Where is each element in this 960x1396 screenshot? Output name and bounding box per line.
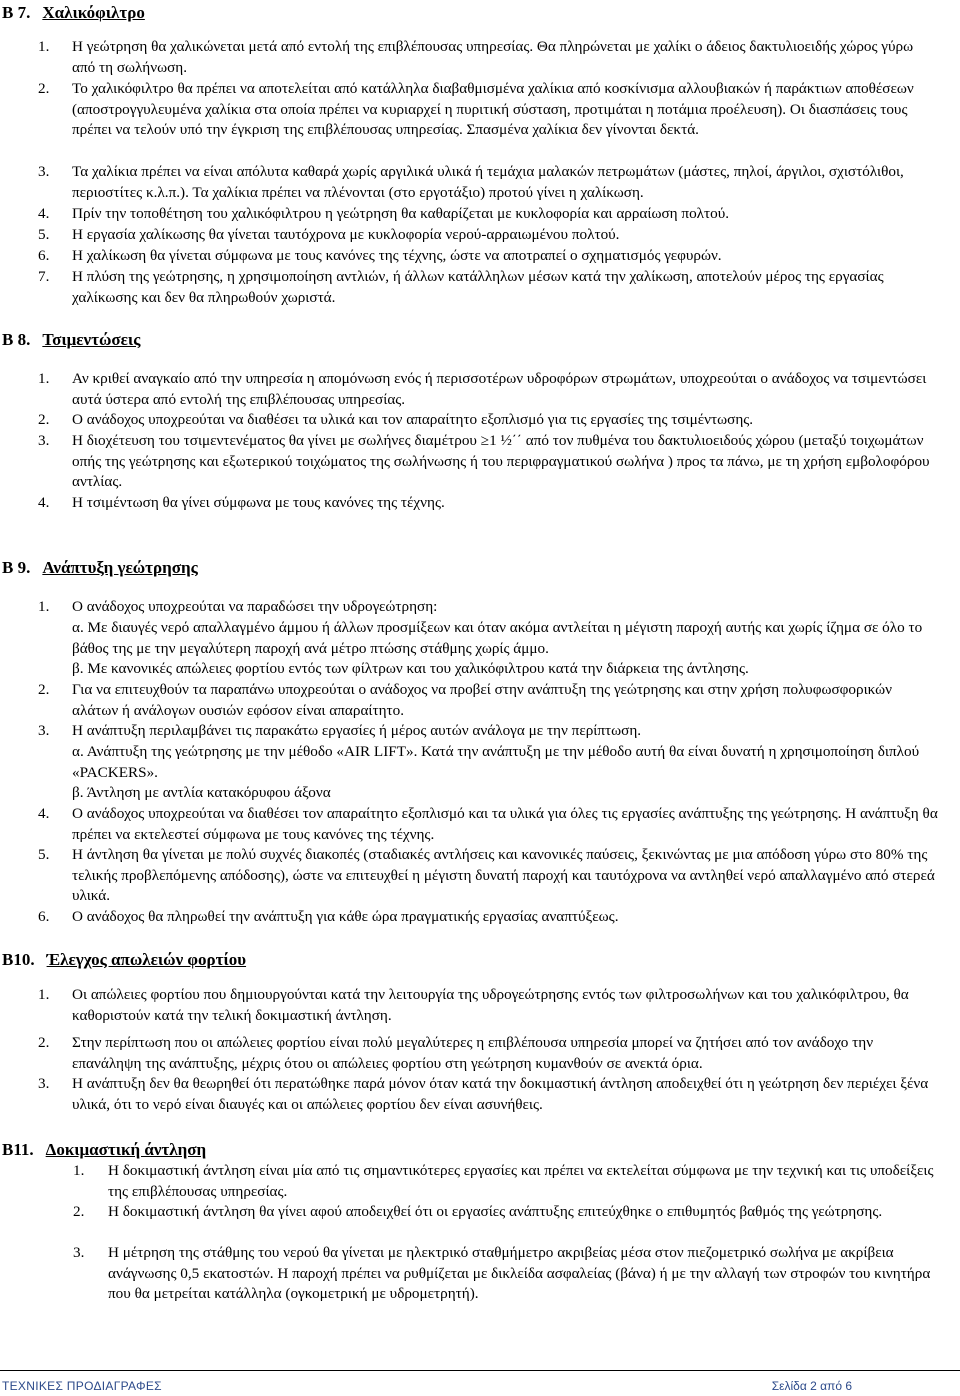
item-text: Πρίν την τοποθέτηση του χαλικόφιλτρου η γεώτρηση θα καθαρίζεται με κυκλοφορία και αρραίωση πολτού.	[72, 205, 730, 222]
list-item	[38, 204, 940, 225]
item-number: 4.	[38, 805, 50, 822]
item-text: Ο ανάδοχος θα πληρωθεί την ανάπτυξη για κάθε ώρα πραγματικής εργασίας αναπτύξεως.	[72, 908, 619, 925]
item-number: 6.	[38, 908, 50, 925]
list-item	[38, 804, 940, 846]
footer-doc-title: ΤΕΧΝΙΚΕΣ ΠΡΟΔΙΑΓΡΑΦΕΣ	[2, 1379, 162, 1393]
section-name: Τσιμεντώσεις	[42, 330, 141, 349]
section-title-b9	[2, 558, 198, 578]
item-text: Αν κριθεί αναγκαίο από την υπηρεσία η απομόνωση ενός ή περισσοτέρων υδροφόρων στρωμάτων, υποχρεούται ο ανάδοχος να τσιμεντώσει αυτά ύστερα από εντολή της επιβλέπουσας υπηρεσίας.	[72, 370, 927, 408]
item-number: 3.	[38, 432, 50, 449]
item-text: Ο ανάδοχος υποχρεούται να διαθέσει τον απαραίτητο εξοπλισμό και τα υλικά για όλες τις εργασίες ανάπτυξης της γεώτρησης. Η ανάπτυξη θα πρέπει να εκτελεστεί σύμφωνα με τους κανόνες της τέχνης.	[72, 805, 938, 843]
item-number: 6.	[38, 247, 50, 264]
item-number: 2.	[38, 80, 50, 97]
list-item	[38, 225, 940, 246]
item-text: Η ανάπτυξη δεν θα θεωρηθεί ότι περατώθηκε παρά μόνον όταν κατά την δοκιμαστική άντληση αποδειχθεί ότι η γεώτρηση δεν περιέχει ξένα υλικά, ότι το νερό είναι διαυγές και οι απώλειες φορτίου δεν είναι ασυνήθεις.	[72, 1075, 929, 1113]
item-number: 2.	[38, 681, 50, 698]
item-number: 1.	[38, 598, 50, 615]
item-text: Για να επιτευχθούν τα παραπάνω υποχρεούται ο ανάδοχος να προβεί στην ανάπτυξη της γεώτρησης και στην χρήση πολυφωσφορικών αλάτων ή ανάλογων ουσιών εφόσον είναι απαραίτητο.	[72, 681, 893, 719]
section-number: Β11.	[2, 1140, 34, 1159]
item-text: Τα χαλίκια πρέπει να είναι απόλυτα καθαρά χωρίς αργιλικά υλικά ή τεμάχια μαλακών πετρωμάτων (μάστες, πηλοί, άργιλοι, σχιστόλιθοι, περιοστίτες κ.λ.π.). Τα χαλίκια πρέπει να πλένονται (στο εργοτάξιο) προτού γίνει η χαλίκωση.	[72, 163, 904, 201]
item-text: Η μέτρηση της στάθμης του νερού θα γίνεται με ηλεκτρικό σταθμήμετρο ακριβείας μέσα στον πιεζομετρικό σωλήνα με ακρίβεια ανάγνωσης 0,5 εκατοστών. Η παροχή πρέπει να ρυθμίζεται με δικλείδα ασφαλείας (βάνα) ή με την αλλαγή των στροφών του κινητήρα που θα μετρείται κατάλληλα (ογκομετρική με υδρομετρητή).	[108, 1244, 931, 1303]
list-item	[38, 845, 940, 908]
item-text: Οι απώλειες φορτίου που δημιουργούνται κατά την λειτουργία της υδρογεώτρησης εντός των φιλτροσωλήνων και του χαλικόφιλτρου, θα καθοριστούν κατά την τελική δοκιμαστική άντληση.	[72, 986, 909, 1024]
list-item	[38, 246, 940, 267]
item-text: Το χαλικόφιλτρο θα πρέπει να αποτελείται από κατάλληλα διαβαθμισμένα χαλίκια από κοσκίνισμα αλλουβιακών ή παράκτιων αποθέσεων (αποστρογγυλευμένα χαλίκια στα οποία πρέπει να κυριαρχεί η πυριτική σύσταση, προτιμάται η ποτάμια προέλευση). Οι διασπάσεις τους πρέπει να τελούν υπό την έγκριση της επιβλέπουσας υπηρεσίας. Σπασμένα χαλίκια δεν γίνονται δεκτά.	[72, 80, 914, 139]
section-number: Β 7.	[2, 3, 31, 22]
item-text: Ο ανάδοχος υποχρεούται να διαθέσει τα υλικά και τον απαραίτητο εξοπλισμό για τις εργασίες της τσιμέντωσης.	[72, 411, 754, 428]
item-number: 3.	[38, 1075, 50, 1092]
list-item	[38, 369, 940, 411]
section-name: Έλεγχος απωλειών φορτίου	[46, 950, 247, 969]
section-title-b7	[2, 3, 145, 23]
item-number: 2.	[73, 1203, 85, 1220]
item-text: Ο ανάδοχος υποχρεούται να παραδώσει την υδρογεώτρηση:	[72, 598, 438, 615]
list-item	[73, 1202, 940, 1244]
list-item	[38, 410, 940, 431]
item-number: 1.	[38, 38, 50, 55]
section-name: Χαλικόφιλτρο	[42, 3, 145, 22]
item-text: Η ανάπτυξη περιλαμβάνει τις παρακάτω εργασίες ή μέρος αυτών ανάλογα με την περίπτωση.	[72, 722, 642, 739]
section-title-b10	[2, 950, 246, 970]
item-text: Η διοχέτευση του τσιμεντενέματος θα γίνει με σωλήνες διαμέτρου ≥1 ½΄΄ από τον πυθμένα του δακτυλιοειδούς χώρου (μεταξύ τοιχωμάτων οπής της γεώτρησης και εξωτερικού τοιχώματος της σωλήνωσης ή του περιφραγματικού σωλήνα ) προς τα πάνω, με τη χρήση εμβολοφόρου αντλίας.	[72, 432, 930, 491]
list-item	[38, 431, 940, 494]
item-number: 4.	[38, 205, 50, 222]
item-text: Στην περίπτωση που οι απώλειες φορτίου είναι πολύ μεγαλύτερες η επιβλέπουσα υπηρεσία μπορεί να ζητήσει από τον ανάδοχο την επανάληψη της ανάπτυξης, μέχρις ότου οι απώλειες φορτίου στη γεώτρηση κυμανθούν σε ανεκτά όρια.	[72, 1034, 874, 1072]
list-item	[38, 597, 940, 618]
item-number: 7.	[38, 268, 50, 285]
list-item	[38, 267, 940, 309]
footer-page-number: Σελίδα 2 από 6	[771, 1379, 852, 1393]
item-number: 3.	[38, 163, 50, 180]
item-number: 3.	[38, 722, 50, 739]
section-title-b8	[2, 330, 140, 350]
list-item	[38, 1033, 940, 1075]
list-item	[38, 680, 940, 722]
sub-item: α. Ανάπτυξη της γεώτρησης με την μέθοδο «AIR LIFT». Κατά την ανάπτυξη με την μέθοδο αυτή θα είναι δυνατή η χρησιμοποίηση διπλού «PACKERS».	[72, 743, 920, 781]
page-footer	[0, 1370, 960, 1396]
list-item	[38, 985, 940, 1027]
item-number: 3.	[73, 1244, 85, 1261]
section-number: Β 8.	[2, 330, 31, 349]
sub-item: β. Άντληση με αντλία κατακόρυφου άξονα	[72, 784, 331, 801]
list-item	[38, 79, 940, 163]
list-item	[38, 37, 932, 79]
item-text: Η χαλίκωση θα γίνεται σύμφωνα με τους κανόνες της τέχνης, ώστε να αποτραπεί ο σχηματισμός γεφυρών.	[72, 247, 722, 264]
item-number: 5.	[38, 846, 50, 863]
item-text: Η γεώτρηση θα χαλικώνεται μετά από εντολή της επιβλέπουσας υπηρεσίας. Θα πληρώνεται με χαλίκι ο άδειος δακτυλιοειδής χώρος γύρω από τη σωλήνωση.	[72, 38, 914, 76]
item-text: Η άντληση θα γίνεται με πολύ συχνές διακοπές (σταδιακές αντλήσεις και κανονικές παύσεις, ξεκινώντας με μια απόδοση γύρω στο 80% της τελικής προβλεπόμενης απόδοσης), ώστε να επιτευχθεί η μέγιστη δυνατή παροχή και ταυτόχρονα να αντληθεί νερό απαλλαγμένο από στερεά υλικά.	[72, 846, 935, 905]
item-text: Η πλύση της γεώτρησης, η χρησιμοποίηση αντλιών, ή άλλων κατάλληλων μέσων κατά την χαλίκωση, αποτελούν μέρος της εργασίας χαλίκωσης και δεν θα πληρωθούν χωριστά.	[72, 268, 884, 306]
list-item	[38, 1074, 940, 1116]
footer-divider	[0, 1370, 960, 1371]
section-number: Β 9.	[2, 558, 31, 577]
section-number: Β10.	[2, 950, 35, 969]
section-title-b11	[2, 1140, 206, 1160]
item-number: 5.	[38, 226, 50, 243]
item-number: 2.	[38, 1034, 50, 1051]
section-name: Ανάπτυξη γεώτρησης	[42, 558, 198, 577]
item-number: 4.	[38, 494, 50, 511]
item-text: Η εργασία χαλίκωσης θα γίνεται ταυτόχρονα με κυκλοφορία νερού-αρραιωμένου πολτού.	[72, 226, 620, 243]
item-number: 1.	[73, 1162, 85, 1179]
list-item	[38, 493, 940, 514]
sub-item: α. Με διαυγές νερό απαλλαγμένο άμμου ή άλλων προσμίξεων και όταν ακόμα αντλείται η μέγιστη παροχή αυτής και χωρίς ίζημα σε όλο το βάθος της με την μεγαλύτερη παροχή ανά μέτρο πτώσης στάθμης χωρίς άμμο.	[72, 619, 923, 657]
list-item	[38, 162, 940, 204]
list-item	[38, 721, 940, 742]
item-text: Η δοκιμαστική άντληση θα γίνει αφού αποδειχθεί ότι οι εργασίες ανάπτυξης επιτεύχθηκε ο επιθυμητός βαθμός της γεώτρησης.	[108, 1203, 883, 1220]
section-name: Δοκιμαστική άντληση	[45, 1140, 207, 1159]
list-item	[38, 907, 940, 928]
list-item	[73, 1243, 940, 1306]
sub-item: β. Με κανονικές απώλειες φορτίου εντός των φίλτρων και του χαλικόφιλτρου κατά την διάρκεια της άντλησης.	[72, 660, 749, 677]
list-item	[73, 1161, 940, 1203]
item-number: 1.	[38, 370, 50, 387]
item-number: 2.	[38, 411, 50, 428]
item-text: Η τσιμέντωση θα γίνει σύμφωνα με τους κανόνες της τέχνης.	[72, 494, 445, 511]
item-number: 1.	[38, 986, 50, 1003]
item-text: Η δοκιμαστική άντληση είναι μία από τις σημαντικότερες εργασίες και πρέπει να εκτελείται σύμφωνα με την τεχνική και τις υποδείξεις της επιβλέπουσας υπηρεσίας.	[108, 1162, 934, 1200]
